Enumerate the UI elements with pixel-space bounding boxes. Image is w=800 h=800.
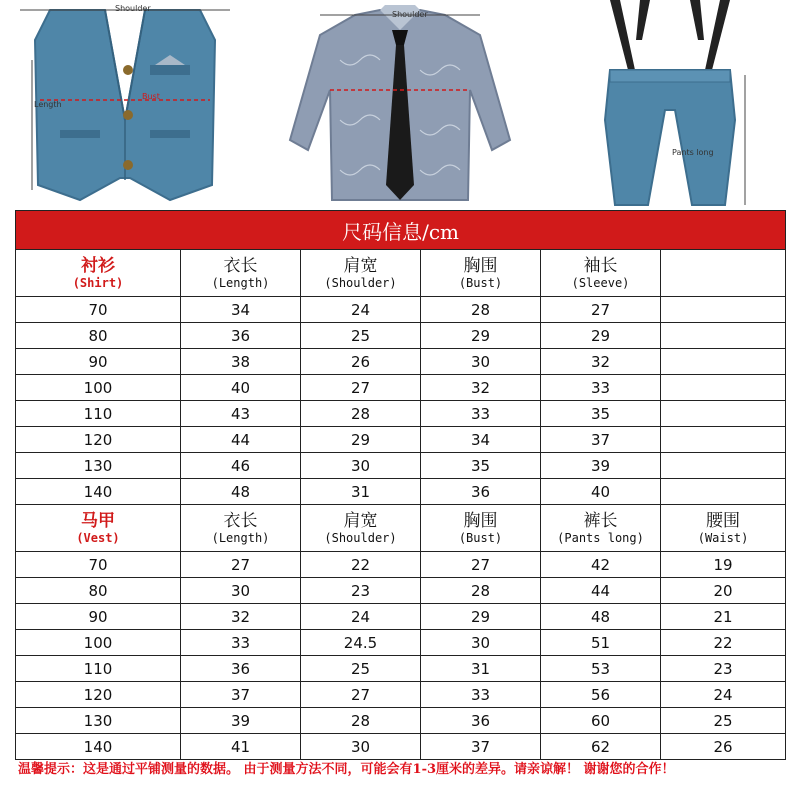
table-row [16, 734, 786, 760]
table-cell: 31 [421, 656, 541, 682]
table-cell: 24.5 [301, 630, 421, 656]
vest-header-cn: 腰围 [706, 510, 741, 531]
table-cell: 80 [16, 578, 181, 604]
vest-header-cell [541, 505, 661, 552]
table-cell: 120 [16, 427, 181, 453]
vest-header-cn: 马甲 [81, 510, 115, 531]
tip-note: 温馨提示：这是通过平铺测量的数据。 由于测量方法不同，可能会有1-3厘米的差异。请亲谅解！ 谢谢您的合作！ [18, 762, 675, 777]
table-cell: 27 [301, 682, 421, 708]
table-cell: 130 [16, 453, 181, 479]
table-cell: 36 [181, 323, 301, 349]
table-cell: 20 [661, 578, 786, 604]
table-row [16, 323, 786, 349]
table-row [16, 682, 786, 708]
table-cell [661, 323, 786, 349]
table-row [16, 656, 786, 682]
shirt-section [16, 250, 786, 505]
table-cell: 43 [181, 401, 301, 427]
table-cell: 25 [301, 323, 421, 349]
shirt-header-cell [421, 250, 541, 297]
table-cell: 23 [301, 578, 421, 604]
table-cell: 41 [181, 734, 301, 760]
table-row [16, 453, 786, 479]
table-cell [661, 453, 786, 479]
vest-header-cell [421, 505, 541, 552]
vest-header-cell [661, 505, 786, 552]
table-row [16, 479, 786, 505]
table-cell: 36 [421, 479, 541, 505]
table-cell: 70 [16, 552, 181, 578]
table-cell: 46 [181, 453, 301, 479]
shirt-header-cell [16, 250, 181, 297]
vest-header-cell [16, 505, 181, 552]
vest-shoulder-label: Shoulder [115, 4, 151, 13]
table-cell: 26 [301, 349, 421, 375]
shirt-header-en: (Shirt) [72, 275, 124, 290]
table-cell: 39 [541, 453, 661, 479]
table-cell: 33 [421, 401, 541, 427]
table-cell: 48 [541, 604, 661, 630]
table-cell: 60 [541, 708, 661, 734]
table-cell: 34 [421, 427, 541, 453]
shirt-header-en: (Bust) [458, 275, 503, 290]
table-cell [661, 349, 786, 375]
vest-header-cell [181, 505, 301, 552]
table-cell: 44 [541, 578, 661, 604]
table-cell: 26 [661, 734, 786, 760]
table-cell: 110 [16, 401, 181, 427]
shirt-shoulder-label: Shoulder [392, 10, 428, 19]
table-cell: 24 [661, 682, 786, 708]
table-cell: 34 [181, 297, 301, 323]
table-cell: 39 [181, 708, 301, 734]
pants-long-label: Pants long [672, 148, 714, 157]
table-cell: 25 [301, 656, 421, 682]
table-cell: 90 [16, 349, 181, 375]
vest-header-row [16, 505, 786, 552]
shirt-header-cn: 衬衫 [81, 255, 115, 276]
table-cell: 33 [421, 682, 541, 708]
table-cell: 30 [421, 630, 541, 656]
table-cell: 30 [421, 349, 541, 375]
shirt-header-cell [661, 250, 786, 297]
vest-header-cn: 裤长 [583, 510, 618, 531]
table-cell: 29 [421, 604, 541, 630]
shirt-header-row [16, 250, 786, 297]
table-cell: 62 [541, 734, 661, 760]
vest-header-en: (Vest) [76, 530, 120, 545]
table-cell: 35 [421, 453, 541, 479]
table-cell: 27 [301, 375, 421, 401]
size-table [15, 210, 786, 760]
vest-bust-label: Bust [142, 92, 160, 101]
table-cell: 56 [541, 682, 661, 708]
table-cell: 33 [181, 630, 301, 656]
table-cell: 32 [541, 349, 661, 375]
table-cell: 29 [541, 323, 661, 349]
shirt-header-cn: 袖长 [583, 255, 618, 276]
table-cell: 19 [661, 552, 786, 578]
table-cell: 130 [16, 708, 181, 734]
table-cell: 42 [541, 552, 661, 578]
table-cell: 29 [421, 323, 541, 349]
table-cell: 28 [421, 578, 541, 604]
vest-image [20, 0, 230, 210]
table-row [16, 630, 786, 656]
table-cell: 24 [301, 297, 421, 323]
table-cell: 40 [181, 375, 301, 401]
table-cell: 27 [421, 552, 541, 578]
table-cell: 22 [301, 552, 421, 578]
table-cell: 31 [301, 479, 421, 505]
table-cell [661, 297, 786, 323]
table-cell [661, 479, 786, 505]
table-cell: 22 [661, 630, 786, 656]
table-cell: 37 [181, 682, 301, 708]
table-cell [661, 375, 786, 401]
table-cell: 38 [181, 349, 301, 375]
table-cell: 48 [181, 479, 301, 505]
table-cell: 140 [16, 734, 181, 760]
table-cell: 32 [181, 604, 301, 630]
table-cell: 28 [301, 401, 421, 427]
table-cell: 29 [301, 427, 421, 453]
shirt-header-cell [541, 250, 661, 297]
table-cell: 100 [16, 630, 181, 656]
table-cell: 36 [421, 708, 541, 734]
table-row [16, 427, 786, 453]
shirt-header-cn: 胸围 [463, 255, 498, 276]
table-row [16, 708, 786, 734]
pants-image [580, 0, 760, 210]
shirt-header-cn: 肩宽 [343, 255, 378, 276]
table-cell: 30 [301, 734, 421, 760]
table-row [16, 552, 786, 578]
table-cell: 44 [181, 427, 301, 453]
table-cell: 33 [541, 375, 661, 401]
table-row [16, 578, 786, 604]
shirt-with-tie-icon [280, 0, 520, 210]
shirt-header-en: (Sleeve) [571, 275, 630, 290]
vest-header-en: (Waist) [697, 530, 749, 545]
table-cell: 27 [181, 552, 301, 578]
table-cell: 37 [541, 427, 661, 453]
table-cell: 25 [661, 708, 786, 734]
table-cell: 110 [16, 656, 181, 682]
table-cell: 80 [16, 323, 181, 349]
table-cell: 28 [301, 708, 421, 734]
table-cell: 100 [16, 375, 181, 401]
vest-header-cn: 肩宽 [343, 510, 378, 531]
vest-header-en: (Shoulder) [324, 530, 397, 545]
vest-header-cn: 胸围 [463, 510, 498, 531]
shirt-header-cell [301, 250, 421, 297]
table-cell [661, 427, 786, 453]
shirt-header-cell [181, 250, 301, 297]
table-cell: 70 [16, 297, 181, 323]
table-row [16, 401, 786, 427]
table-cell: 53 [541, 656, 661, 682]
table-cell: 30 [301, 453, 421, 479]
table-cell [661, 401, 786, 427]
table-cell: 51 [541, 630, 661, 656]
table-cell: 21 [661, 604, 786, 630]
shirt-header-cn: 衣长 [223, 255, 258, 276]
table-cell: 36 [181, 656, 301, 682]
table-cell: 37 [421, 734, 541, 760]
vest-header-en: (Bust) [458, 530, 503, 545]
table-row [16, 349, 786, 375]
table-row [16, 375, 786, 401]
table-title: 尺码信息/cm [16, 211, 786, 250]
vest-header-en: (Pants long) [557, 530, 644, 545]
shirt-header-en: (Length) [211, 275, 270, 290]
table-row [16, 604, 786, 630]
table-cell: 35 [541, 401, 661, 427]
table-cell: 28 [421, 297, 541, 323]
vest-length-label: Length [34, 100, 62, 109]
vest-header-cell [301, 505, 421, 552]
table-cell: 24 [301, 604, 421, 630]
table-row [16, 297, 786, 323]
product-images [0, 0, 800, 210]
table-cell: 40 [541, 479, 661, 505]
table-cell: 90 [16, 604, 181, 630]
vest-header-cn: 衣长 [223, 510, 258, 531]
vest-section [16, 505, 786, 760]
table-cell: 23 [661, 656, 786, 682]
shirt-header-en: (Shoulder) [324, 275, 397, 290]
vest-header-en: (Length) [211, 530, 270, 545]
table-cell: 32 [421, 375, 541, 401]
suspender-pants-icon [580, 0, 760, 210]
table-cell: 140 [16, 479, 181, 505]
table-cell: 27 [541, 297, 661, 323]
shirt-image [280, 0, 520, 210]
table-cell: 30 [181, 578, 301, 604]
table-cell: 120 [16, 682, 181, 708]
